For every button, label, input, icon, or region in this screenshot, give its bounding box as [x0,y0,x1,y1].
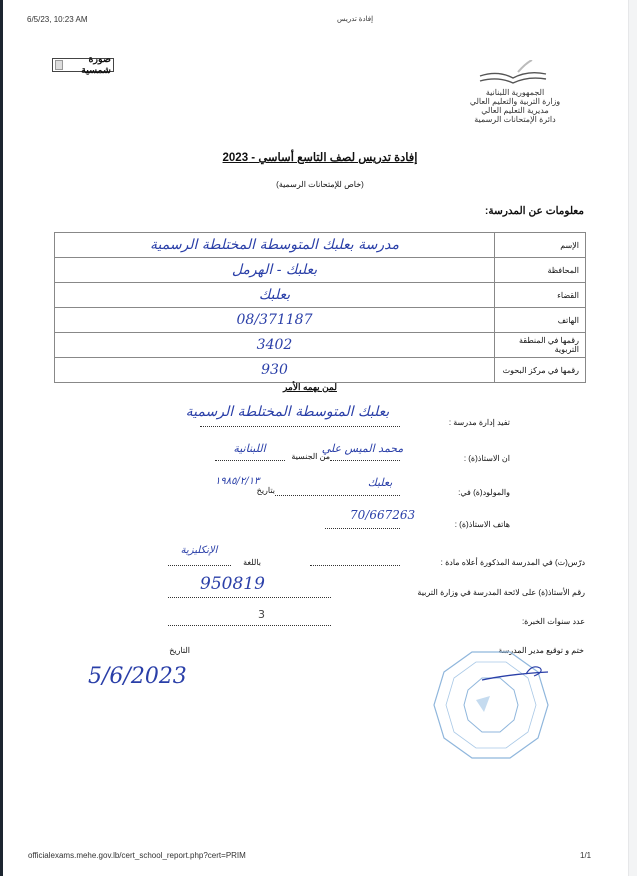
phone-value: 08/371187 [55,308,495,333]
district-value: بعلبك [55,283,495,308]
photo-placeholder [52,54,114,76]
table-row [55,333,586,358]
school-admin-label: تفيد إدارة مدرسة : [448,418,510,427]
teacher-reg-label: رقم الأستاذ(ة) على لائحة المدرسة في وزارة التربية [417,588,585,597]
table-row [55,358,586,383]
governorate-label: المحافظة [495,258,586,283]
nationality-label: من الجنسية [291,452,330,461]
teacher-label: ان الاستاذ(ة) : [463,454,510,463]
broken-image-icon [55,60,63,70]
table-row [55,258,586,283]
research-center-number-label: رقمها في مركز البحوث [495,358,586,383]
ministry-line: وزارة التربية والتعليم العالي [469,97,561,106]
table-row [55,308,586,333]
teacher-phone-label: هاتف الاستاذ(ة) : [454,520,510,529]
research-center-number-value: 930 [55,358,495,383]
to-whom-heading: لمن يهمه الأمر [283,382,337,392]
document-title-text: إفادة تدريس لصف التاسع أساسي - 2023 [222,152,418,164]
school-name-value: مدرسة بعلبك المتوسطة المختلطة الرسمية [55,233,495,258]
print-url: officialexams.mehe.gov.lb/cert_school_report.php?cert=PRIM [28,851,246,860]
document-subtitle: (خاص للإمتحانات الرسمية) [276,180,364,189]
edu-region-number-value: 3402 [55,333,495,358]
birth-date-value: ١٩٨٥/٢/١٣ [215,476,260,487]
teacher-reg-value: 950819 [200,574,265,594]
date-label: التاريخ [169,646,190,655]
birth-date-label: بتاريخ [256,486,275,495]
school-info-heading: معلومات عن المدرسة: [484,205,584,217]
ministry-line: دائرة الإمتحانات الرسمية [474,115,556,124]
ministry-logo-icon [478,60,548,86]
language-value: الإنكليزية [180,545,218,556]
language-label: باللغة [243,558,261,567]
edu-region-number-label: رقمها في المنطقة التربوية [495,333,586,358]
print-datetime: 6/5/23, 10:23 AM [27,15,88,24]
table-row [55,283,586,308]
phone-label: الهاتف [495,308,586,333]
scan-edge-right [628,0,637,876]
taught-subject-label: درّس(ت) في المدرسة المذكورة أعلاه مادة : [440,558,585,567]
experience-years-label: عدد سنوات الخبرة: [521,617,585,626]
school-info-table [54,232,586,383]
born-label: والمولود(ة) في: [458,488,510,497]
print-page-count: 1/1 [580,851,592,860]
governorate-value: بعلبك - الهرمل [55,258,495,283]
experience-years-value: 3 [258,608,265,621]
signature-date-value: 5/6/2023 [88,664,187,689]
table-row [55,233,586,258]
teacher-value: محمد الميس علي [321,442,404,455]
teacher-phone-value: 70/667263 [350,508,416,522]
scan-edge-left [0,0,3,876]
stamp-signature-label: ختم و توقيع مدير المدرسة [498,646,584,655]
handwritten-signature-icon [480,662,550,684]
photo-label: صورة شمسية [81,54,111,76]
ministry-line: الجمهورية اللبنانية [485,88,545,97]
born-value: بعلبك [367,476,393,489]
ministry-heading [455,88,575,124]
district-label: القضاء [495,283,586,308]
school-admin-value: بعلبك المتوسطة المختلطة الرسمية [185,404,390,420]
print-page-title: إفادة تدريس [336,16,374,23]
nationality-value: اللبنانية [233,442,266,455]
ministry-line: مديرية التعليم العالي [481,106,549,115]
school-name-label: الإسم [495,233,586,258]
document-title [180,150,460,164]
